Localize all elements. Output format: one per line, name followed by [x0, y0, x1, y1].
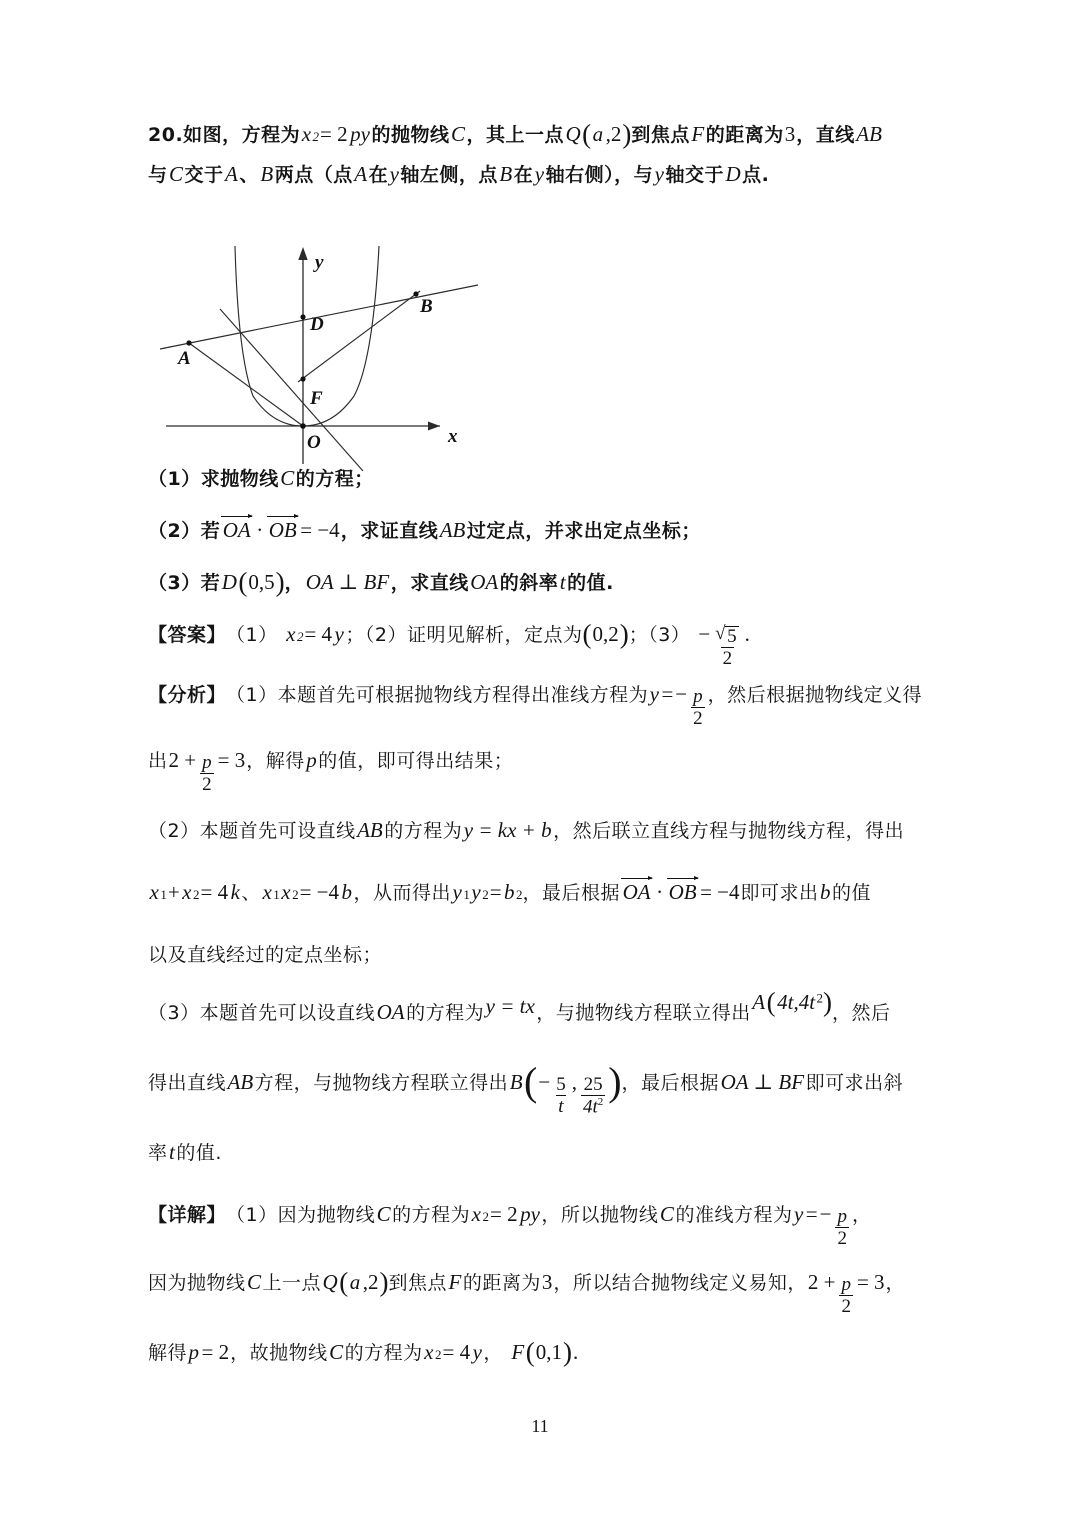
q-x: x [301, 122, 312, 146]
fraction-5-over-t [554, 1075, 568, 1116]
label-x-axis: x [448, 426, 458, 447]
question-line1-text6: ，直线 [796, 124, 855, 146]
question-line1-text3: ，其上一点 [466, 124, 564, 146]
sol1-prefix: （1） [226, 1204, 278, 1226]
sol2-t6: ， [885, 1272, 906, 1294]
an2b-eq: = [489, 880, 502, 904]
sub3-D: D [221, 570, 237, 594]
an3b-f1-num: 5 [556, 1074, 566, 1095]
q2-t10: 点. [742, 164, 770, 186]
an2b-b: b [341, 880, 353, 904]
q-2: ,2 [605, 122, 622, 146]
an3b-B: B [509, 1070, 523, 1094]
analysis-line-4: x 1 + x 2 = 4 k 、 x 1 x 2 = −4 b ，从而得出 y 1 y 2 = b 2 ，最后根据 OA · OB = −4 即可求出 b 的值 [149, 880, 872, 904]
label-point-F: F [310, 388, 323, 409]
an1b-p: p [306, 748, 317, 772]
sub2-AB: AB [439, 518, 466, 542]
sub3-t4: 的斜率 [499, 572, 559, 594]
an1b-t1: 出 [148, 750, 168, 772]
q2-y2: y [534, 162, 545, 186]
an1b-m1: 2 + [168, 748, 197, 772]
sol2-t4: 的距离为 [462, 1272, 541, 1294]
question-line1-text2: 的抛物线 [371, 124, 450, 146]
vector-OB: OB [268, 518, 297, 542]
q-py: py [350, 122, 370, 146]
sol2-C: C [247, 1270, 262, 1294]
sol2-t1: 因为抛物线 [148, 1272, 246, 1294]
parabola-curve-C [235, 246, 379, 426]
an2b-m14: = −4 [700, 880, 740, 904]
question-line1-text5: 的距离为 [705, 124, 784, 146]
q-Q: Q [565, 122, 581, 146]
sol2-F: F [448, 1270, 462, 1294]
an3-prefix: （3） [148, 1002, 200, 1024]
q2-t4: 两点（点 [274, 164, 353, 186]
fraction-25-over-4tsq [581, 1075, 605, 1116]
sol2-f-num: p [841, 1274, 851, 1295]
an2b-x2b: x [281, 880, 291, 904]
an3b-f2-num: 25 [583, 1074, 603, 1095]
subquestion-1 [148, 464, 938, 516]
an2-prefix: （2） [148, 820, 200, 842]
sub2-t3: 过定点，并求出定点坐标； [466, 520, 701, 542]
an2-t3: ，然后联立直线方程与抛物线方程，得出 [553, 820, 905, 842]
q2-t2: 交于 [184, 164, 224, 186]
q2-t3: 、 [239, 164, 259, 186]
sol3-t2: ，故抛物线 [230, 1342, 328, 1364]
point-A-marker [186, 340, 191, 345]
answer-label: 【答案】 [148, 624, 227, 646]
q2-y3: y [654, 162, 664, 186]
q2-B2: B [499, 162, 513, 186]
q2-C: C [169, 162, 184, 186]
analysis-line-1 [148, 680, 938, 746]
sol2-3: 3 [541, 1270, 553, 1294]
analysis-fraction-p-over-2-b [200, 753, 214, 794]
q-x-exp: 2 [312, 129, 320, 144]
sol3-F-coords: 0,1 [535, 1340, 562, 1364]
label-y-axis: y [315, 252, 324, 273]
sub1-C: C [280, 466, 295, 490]
an1-minus: − [675, 682, 688, 706]
sol3-t5: . [573, 1340, 579, 1364]
sqrt-icon [716, 626, 739, 646]
an3-t1: 本题首先可以设直线 [199, 1002, 376, 1024]
q2-t6: 轴左侧，点 [400, 164, 498, 186]
analysis-line-3 [148, 816, 938, 878]
an2-t1: 本题首先可设直线 [199, 820, 356, 842]
line-OA [220, 309, 363, 471]
vector-OB-2: OB [668, 880, 697, 904]
sol1-t1: 因为抛物线 [277, 1204, 376, 1226]
sub3-prefix: （3） [148, 572, 201, 594]
sol1-C2: C [659, 1202, 674, 1226]
sol3-t1: 解得 [148, 1342, 188, 1364]
sol2-t5: ，所以结合抛物线定义易知， [553, 1272, 807, 1294]
vector-OA-2: OA [622, 880, 651, 904]
an1b-m2: = 3 [217, 748, 246, 772]
sol1-eq2: = 2 [489, 1202, 518, 1226]
point-F-marker [300, 376, 305, 381]
an2b-t1: 、 [241, 882, 261, 904]
sol3-y: y [472, 1340, 482, 1364]
ans1-x: x [286, 622, 296, 646]
an2b-t4: 即可求出 [740, 882, 819, 904]
sub2-eq: = −4 [300, 518, 340, 542]
analysis-line-8 [148, 1138, 938, 1200]
an3b-t2: 方程，与抛物线方程联立得出 [254, 1072, 509, 1094]
an3b-f1-sign: − [538, 1070, 551, 1094]
question-line1-text1: 如图，方程为 [183, 124, 301, 146]
q2-t5: 在 [368, 164, 389, 186]
point-D-marker [300, 314, 305, 319]
sub1-prefix: （1） [148, 468, 201, 490]
ans3-den: 2 [722, 648, 733, 669]
q2-A: A [225, 162, 238, 186]
question-line-1 [148, 120, 938, 160]
question-number: 20. [148, 124, 184, 146]
y-axis-arrow [298, 247, 307, 260]
q2-D: D [725, 162, 741, 186]
an3b-perp: OA ⊥ BF [720, 1070, 805, 1094]
ans2-point: 0,2 [592, 622, 619, 646]
label-point-D: D [310, 314, 324, 335]
an3-OA: OA [376, 1000, 405, 1024]
an1b-t3: 的值，即可得出结果； [318, 750, 514, 772]
an1b-f-den: 2 [202, 774, 212, 795]
an1-f-num: p [693, 686, 703, 707]
segment-FB [298, 291, 420, 382]
analysis-line-7: 得出直线 AB 方程，与抛物线方程联立得出 B ( − $\frac{5}{t}$ , $\frac{25}{4t^2}$ ) ，最后根据 OA ⊥ BF 即可求出斜 [148, 1059, 904, 1118]
q2-t8: 轴右侧），与 [545, 164, 654, 186]
sol1-C: C [376, 1202, 391, 1226]
answer-a2: 证明见解析，定点为 [406, 624, 583, 646]
an1b-f-num: p [202, 752, 212, 773]
ans1-y: y [334, 622, 344, 646]
sol3-t3: 的方程为 [344, 1342, 423, 1364]
sol1-f-den: 2 [837, 1228, 847, 1249]
an1b-t2: ，解得 [246, 750, 305, 772]
sol1-minus: − [819, 1202, 832, 1226]
subquestion-3: （3） 若 D ( 0,5 ) ， OA ⊥ BF ，求直线 OA 的斜率 t 的值. [148, 567, 614, 597]
an3-t4: ，然后 [832, 1002, 891, 1024]
sol3-t4: ， [483, 1342, 503, 1364]
solution-label: 【详解】 [148, 1204, 227, 1226]
q-a: a [592, 122, 604, 146]
sol3-p: p [188, 1340, 200, 1364]
sol1-x: x [471, 1202, 481, 1226]
sub3-t3: ，求直线 [390, 572, 469, 594]
sol2-2plus: 2 + [807, 1270, 836, 1294]
analysis-p1-t2: ，然后根据抛物线定义得 [707, 684, 923, 706]
solution-fraction-p-over-2-b [839, 1275, 853, 1316]
ans1-eq: = 4 [304, 622, 333, 646]
an3-A: A [752, 990, 766, 1014]
sub3-D-coords: 0,5 [248, 570, 275, 594]
sub3-t: t [559, 570, 566, 594]
solution-line-1: 【详解】 （1） 因为抛物线 C 的方程为 x 2 = 2 py ，所以抛物线 C 的准线方程为 y = − $\frac{p}{2}$ ， [148, 1202, 872, 1249]
sol1-f-num: p [837, 1206, 847, 1227]
sol1-eq: = [805, 1202, 818, 1226]
q-eq2: = 2 [320, 122, 348, 146]
subquestion-2 [148, 516, 938, 568]
an2b-x1: x [149, 880, 159, 904]
analysis-p1-prefix: （1） [226, 684, 278, 706]
sub2-t2: ，求证直线 [340, 520, 439, 542]
x-axis-arrow [428, 422, 440, 431]
an2b-b2: b [820, 880, 831, 904]
answer-p1: （1） [226, 624, 278, 646]
analysis-label: 【分析】 [148, 684, 227, 706]
solution-fraction-p-over-2 [835, 1207, 849, 1248]
page-number: 11 [531, 1416, 549, 1436]
sol1-t4: 的准线方程为 [675, 1204, 793, 1226]
sol1-py: py [520, 1202, 540, 1226]
sub1-t1: 求抛物线 [200, 468, 279, 490]
an2b-y1: y [452, 880, 462, 904]
an3b-comma: , [571, 1070, 577, 1094]
sol2-t2: 上一点 [262, 1272, 322, 1294]
sol2-t3: 到焦点 [388, 1272, 447, 1294]
q2-t7: 在 [513, 164, 534, 186]
an2b-k: k [230, 880, 240, 904]
figure-parabola-diagram [158, 236, 488, 471]
an1-eq: = [661, 682, 674, 706]
an1-f-den: 2 [693, 708, 703, 729]
label-point-A: A [178, 348, 191, 369]
solution-line-2: 因为抛物线 C 上一点 Q ( a ,2 ) 到焦点 F 的距离为 3 ，所以结合抛物线定义易知， 2 + $\frac{p}{2}$ = 3 ， [148, 1267, 906, 1317]
analysis-fraction-p-over-2 [691, 687, 705, 728]
sub3-t5: 的值. [567, 572, 614, 594]
analysis-p1-t1: 本题首先可根据抛物线方程得出准线方程为 [277, 684, 649, 706]
an2b-y2: y [471, 880, 481, 904]
ans3-minus: − [698, 622, 711, 646]
an3-t2: 的方程为 [406, 1002, 485, 1024]
sol1-y: y [793, 1202, 804, 1226]
an3b-t1: 得出直线 [148, 1072, 227, 1094]
sub3-OA: OA [470, 570, 499, 594]
sol3-C: C [329, 1340, 344, 1364]
answer-sep1: ；（2） [345, 624, 407, 646]
sol3-F: F [511, 1340, 525, 1364]
sol1-t2: 的方程为 [392, 1204, 471, 1226]
question-line1-text4: 到焦点 [631, 124, 690, 146]
sol3-x: x [424, 1340, 434, 1364]
sub1-t2: 的方程； [295, 468, 374, 490]
sub3-t2: ， [284, 572, 305, 594]
an3b-f1-den: t [558, 1096, 564, 1117]
q-C: C [450, 122, 465, 146]
vector-OA: OA [222, 518, 251, 542]
an3b-AB: AB [227, 1070, 254, 1094]
dot-operator-2: · [656, 880, 664, 904]
q-F: F [691, 122, 705, 146]
an3b-t3: ，最后根据 [621, 1072, 720, 1094]
an3b-f2-den-wrap: $4t^2$ [582, 1096, 604, 1118]
solution-line-3: 解得 p = 2 ，故抛物线 C 的方程为 x 2 = 4 y ， F ( 0,1 ) . [148, 1337, 579, 1367]
sol2-a: a [349, 1270, 361, 1294]
point-B-marker [413, 291, 418, 296]
analysis-line-2 [148, 746, 938, 816]
sub2-t1: 若 [200, 520, 221, 542]
answer-sep2: ；（3） [628, 624, 691, 646]
an3c-t: t [169, 1140, 175, 1164]
sub3-t1: 若 [200, 572, 221, 594]
an2b-t5: 的值 [832, 882, 872, 904]
an2b-eq4: = 4 [200, 880, 229, 904]
ans3-end: . [744, 622, 750, 646]
sol1-t5: ， [851, 1204, 872, 1226]
an3b-t4: 即可求出斜 [805, 1072, 904, 1094]
an2-eq: y = kx + b [463, 818, 552, 842]
sol2-Q: Q [322, 1270, 338, 1294]
q2-t1: 与 [148, 164, 168, 186]
an2-AB: AB [357, 818, 383, 842]
q2-B: B [260, 162, 274, 186]
sol3-eq2: = 2 [201, 1340, 230, 1364]
sol2-eq3: = 3 [856, 1270, 885, 1294]
q-AB: AB [856, 122, 882, 146]
q2-A2: A [354, 162, 368, 186]
label-point-O: O [307, 432, 321, 453]
an3-t3: ，与抛物线方程联立得出 [536, 1002, 751, 1024]
paren-open: ( [582, 119, 592, 149]
an3-A-coords: 4t,4t [777, 990, 816, 1014]
an2b-x2: x [182, 880, 192, 904]
an2c-t1: 以及直线经过的定点坐标； [148, 944, 383, 966]
sub2-prefix: （2） [148, 520, 201, 542]
an3c-t2: 的值. [176, 1142, 222, 1164]
q2-t9: 轴交于 [665, 164, 724, 186]
analysis-line-6: （3） 本题首先可以设直线 OA 的方程为 y = tx ，与抛物线方程联立得出 A(4t,4t $^2$) ，然后 [148, 987, 891, 1024]
answer-fraction-sqrt5-over-2 [714, 626, 741, 668]
question-line-2 [148, 160, 938, 196]
an3-ytx: y = tx [485, 994, 535, 1018]
paren-close: ) [622, 119, 632, 149]
an2b-plus: + [167, 880, 180, 904]
sol2-f-den: 2 [841, 1296, 851, 1317]
an2b-t2: ，从而得出 [353, 882, 452, 904]
dot-operator: · [256, 518, 264, 542]
an2b-t3: ，最后根据 [522, 882, 621, 904]
an2b-bsq: b [504, 880, 515, 904]
sol3-eq4: = 4 [442, 1340, 471, 1364]
sol1-t3: ，所以抛物线 [541, 1204, 659, 1226]
an3c-t1: 率 [148, 1142, 168, 1164]
q-3: 3 [784, 122, 796, 146]
label-point-B: B [420, 296, 433, 317]
answer-line: 【答案】 （1） x 2 = 4 y ；（2） 证明见解析，定点为 ( 0,2 ) ；（3） − √ $\frac{5}{2}$ . [148, 620, 938, 680]
an2b-x1b: x [262, 880, 272, 904]
ans3-num: 5 [727, 626, 737, 647]
sub3-perp: OA ⊥ BF [305, 570, 390, 594]
an2b-eqm4: = −4 [299, 880, 340, 904]
page-content [148, 120, 938, 1398]
point-O-marker [300, 423, 306, 429]
an2-t2: 的方程为 [384, 820, 463, 842]
ans1-exp: 2 [296, 629, 304, 644]
q2-y1: y [389, 162, 399, 186]
an1-y: y [649, 682, 659, 706]
sol2-2: ,2 [362, 1270, 379, 1294]
